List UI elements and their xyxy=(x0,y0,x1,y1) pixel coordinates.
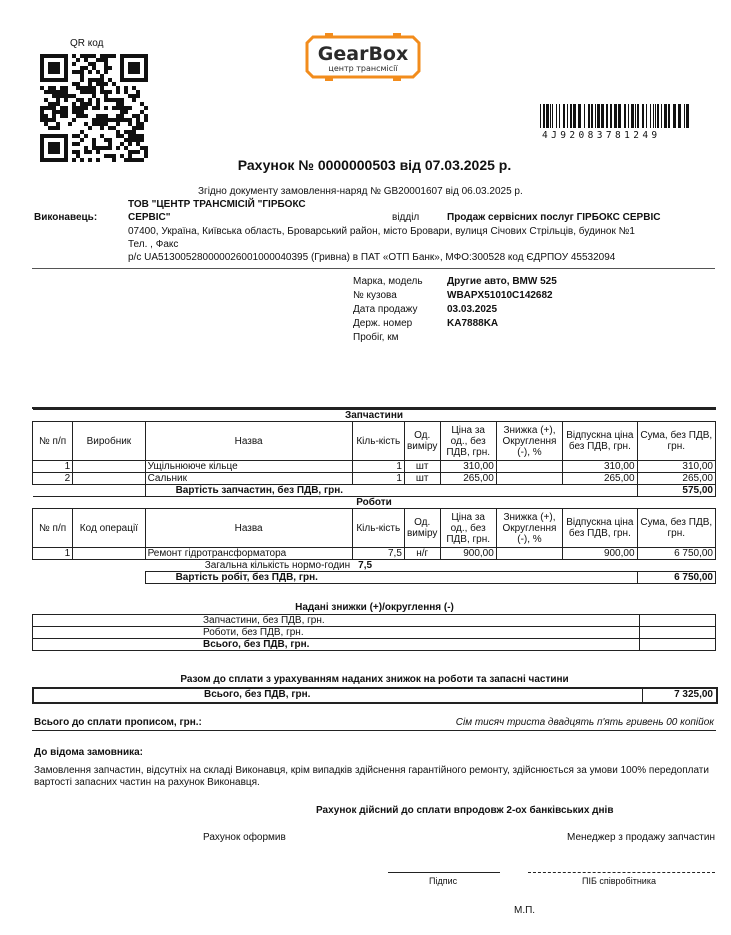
amount-in-words-label: Всього до сплати прописом, грн.: xyxy=(34,717,202,728)
parts-header-price: Ціна за од., без ПДВ, грн. xyxy=(440,422,496,461)
amount-in-words-rule xyxy=(32,730,716,731)
works-hours-value: 7,5 xyxy=(358,560,373,571)
works-header-price: Ціна за од., без ПДВ, грн. xyxy=(440,509,496,548)
grand-total-title: Разом до сплати з урахуванням наданих знижок на роботи та запасні частини xyxy=(180,674,569,685)
works-column-headers xyxy=(33,509,716,548)
cell-qty: 7,5 xyxy=(352,548,404,560)
vehicle-label-make: Марка, модель xyxy=(353,276,423,287)
cell-sum: 310,00 xyxy=(637,461,715,473)
works-section-header xyxy=(33,497,716,509)
cell-maker xyxy=(73,473,145,485)
department-label: відділ xyxy=(392,212,420,223)
cell-code xyxy=(73,548,145,560)
cell-sum: 6 750,00 xyxy=(637,548,715,560)
executor-account: р/с UA513005280000026001000040395 (Гривна) в ПАТ «ОТП Банк», МФО:300528 код ЄДРПОУ 45532094 xyxy=(128,252,616,263)
works-header-code: Код операції xyxy=(73,509,145,548)
cell-name: Сальник xyxy=(145,473,352,485)
cell-unit: шт xyxy=(404,473,440,485)
works-header-qty: Кіль-кість xyxy=(352,509,404,548)
discounts-title: Надані знижки (+)/округлення (-) xyxy=(295,602,454,613)
cell-discount xyxy=(496,548,562,560)
vehicle-label-mileage: Пробіг, км xyxy=(353,332,399,343)
table-row xyxy=(33,548,716,560)
cell-sum: 265,00 xyxy=(637,473,715,485)
parts-total-label: Вартість запчастин, без ПДВ, грн. xyxy=(145,485,637,497)
items-table xyxy=(32,409,716,584)
cell-qty: 1 xyxy=(352,473,404,485)
cell-maker xyxy=(73,461,145,473)
cell-name: Ущільнююче кільце xyxy=(145,461,352,473)
cell-qty: 1 xyxy=(352,461,404,473)
validity-note: Рахунок дійсний до сплати впродовж 2-ох банківських днів xyxy=(316,805,614,816)
works-header-number: № п/п xyxy=(33,509,73,548)
amount-in-words-value: Сім тисяч триста двадцять п'ять гривень 00 копійок xyxy=(455,717,714,728)
cell-name: Ремонт гідротрансформатора xyxy=(145,548,352,560)
invoice-title: Рахунок № 0000000503 від 07.03.2025 р. xyxy=(237,157,512,173)
works-header-sum: Сума, без ПДВ, грн. xyxy=(637,509,715,548)
parts-section-title: Запчастини xyxy=(33,410,716,422)
parts-column-headers xyxy=(33,422,716,461)
works-header-name: Назва xyxy=(145,509,352,548)
grand-total-label: Всього, без ПДВ, грн. xyxy=(204,689,311,700)
signature-caption: Підпис xyxy=(429,876,458,886)
notice-title: До відома замовника: xyxy=(34,747,143,758)
table-row xyxy=(33,461,716,473)
executor-name-line2: СЕРВІС" xyxy=(128,212,171,223)
cell-number: 1 xyxy=(33,548,73,560)
notice-text: Замовлення запчастин, відсутніх на складі Виконавця, крім випадків здійснення гарантійного ремонту, здійснюється за умови 100% передоплати вартості запасних частин на рахунок Виконавця. xyxy=(34,765,709,788)
parts-header-discount: Знижка (+), Округлення (-), % xyxy=(496,422,562,461)
vehicle-label-body: № кузова xyxy=(353,290,397,301)
header-divider xyxy=(32,268,715,269)
parts-header-sum: Сума, без ПДВ, грн. xyxy=(637,422,715,461)
cell-unit: шт xyxy=(404,461,440,473)
parts-header-number: № п/п xyxy=(33,422,73,461)
discount-row-parts xyxy=(33,615,716,627)
parts-section-header xyxy=(33,410,716,422)
employee-name-line xyxy=(528,872,715,873)
cell-sale-price: 900,00 xyxy=(563,548,637,560)
grand-total-divider xyxy=(642,689,643,702)
parts-total-row xyxy=(33,485,716,497)
grand-total-value: 7 325,00 xyxy=(674,689,713,700)
logo-subtext: центр трансмісії xyxy=(328,64,398,73)
employee-name-caption: ПІБ співробітника xyxy=(582,876,656,886)
barcode-number: 4J92083781249 xyxy=(542,130,661,141)
vehicle-value-date: 03.03.2025 xyxy=(447,304,498,315)
discount-label: Роботи, без ПДВ, грн. xyxy=(33,627,640,639)
discount-row-works xyxy=(33,627,716,639)
department-value: Продаж сервісних послуг ГІРБОКС СЕРВІС xyxy=(447,212,661,223)
issued-by-label: Рахунок оформив xyxy=(203,832,286,843)
cell-price: 310,00 xyxy=(440,461,496,473)
vehicle-value-body: WBAPX51010C142682 xyxy=(447,290,553,301)
cell-sale-price: 265,00 xyxy=(563,473,637,485)
cell-price: 265,00 xyxy=(440,473,496,485)
cell-number: 1 xyxy=(33,461,73,473)
cell-discount xyxy=(496,461,562,473)
works-total-value: 6 750,00 xyxy=(637,572,715,584)
vehicle-value-make: Другие авто, BMW 525 xyxy=(447,276,557,287)
works-hours-label: Загальна кількість нормо-годин xyxy=(204,560,351,571)
vehicle-label-plate: Держ. номер xyxy=(353,318,413,329)
works-header-sale-price: Відпускна ціна без ПДВ, грн. xyxy=(563,509,637,548)
discounts-table xyxy=(32,614,716,651)
discount-label: Всього, без ПДВ, грн. xyxy=(33,639,640,651)
barcode-image xyxy=(540,104,690,128)
parts-header-qty: Кіль-кість xyxy=(352,422,404,461)
works-total-row xyxy=(33,572,716,584)
stamp-placeholder: М.П. xyxy=(514,905,536,916)
works-header-discount: Знижка (+), Округлення (-), % xyxy=(496,509,562,548)
grand-total-box xyxy=(32,687,718,704)
vehicle-label-date: Дата продажу xyxy=(353,304,418,315)
works-header-unit: Од. виміру xyxy=(404,509,440,548)
cell-unit: н/г xyxy=(404,548,440,560)
parts-header-unit: Од. виміру xyxy=(404,422,440,461)
discount-value xyxy=(640,639,716,651)
discount-value xyxy=(640,627,716,639)
manager-label: Менеджер з продажу запчастин xyxy=(567,832,715,843)
gearbox-logo xyxy=(305,33,421,81)
works-total-label: Вартість робіт, без ПДВ, грн. xyxy=(145,572,637,584)
qr-label: QR код xyxy=(70,38,104,49)
works-hours-row xyxy=(33,560,716,572)
cell-discount xyxy=(496,473,562,485)
executor-name-line1: ТОВ "ЦЕНТР ТРАНСМІСІЙ "ГІРБОКС xyxy=(128,199,306,210)
parts-header-name: Назва xyxy=(145,422,352,461)
cell-number: 2 xyxy=(33,473,73,485)
cell-price: 900,00 xyxy=(440,548,496,560)
parts-header-maker: Виробник xyxy=(73,422,145,461)
parts-header-sale-price: Відпускна ціна без ПДВ, грн. xyxy=(563,422,637,461)
logo-text: GearBox xyxy=(317,43,409,65)
signature-line xyxy=(388,872,500,873)
works-section-title: Роботи xyxy=(33,497,716,509)
order-reference: Згідно документу замовлення-наряд № GB20001607 від 06.03.2025 р. xyxy=(198,186,523,197)
table-row xyxy=(33,473,716,485)
cell-sale-price: 310,00 xyxy=(563,461,637,473)
executor-label: Виконавець: xyxy=(34,212,98,223)
discount-label: Запчастини, без ПДВ, грн. xyxy=(33,615,640,627)
vehicle-value-plate: KA7888KA xyxy=(447,318,499,329)
executor-address: 07400, Україна, Київська область, Броварський район, місто Бровари, вулиця Січових Стрільців, будинок №1 xyxy=(128,226,635,237)
discount-row-total xyxy=(33,639,716,651)
discount-value xyxy=(640,615,716,627)
parts-total-value: 575,00 xyxy=(637,485,715,497)
qr-code-image xyxy=(40,54,148,162)
executor-phone: Тел. , Факс xyxy=(128,239,179,250)
